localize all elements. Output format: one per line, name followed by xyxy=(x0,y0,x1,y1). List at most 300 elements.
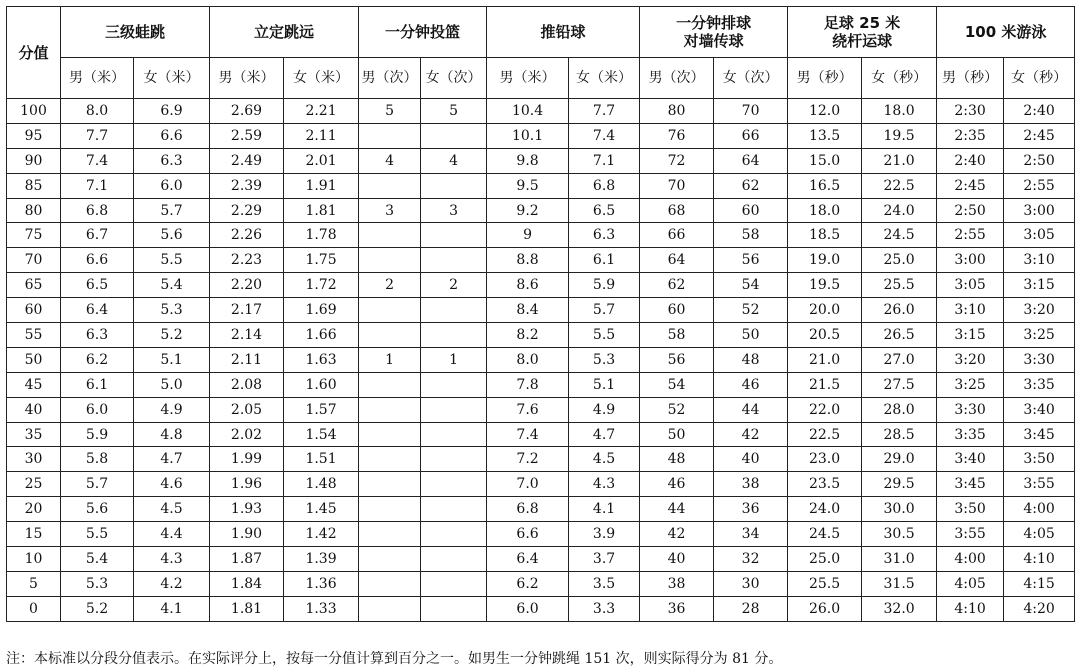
value-cell: 36 xyxy=(640,596,714,621)
event-header: 100 米游泳 xyxy=(937,7,1075,58)
value-cell: 30.5 xyxy=(862,522,937,547)
value-cell: 4.7 xyxy=(569,422,640,447)
value-cell: 6.7 xyxy=(61,223,134,248)
value-cell: 4 xyxy=(421,148,487,173)
value-cell: 2:50 xyxy=(1004,148,1075,173)
value-cell: 1.54 xyxy=(284,422,359,447)
value-cell xyxy=(359,372,421,397)
value-cell xyxy=(421,123,487,148)
value-cell: 6.6 xyxy=(61,248,134,273)
value-cell: 3:00 xyxy=(937,248,1004,273)
value-cell: 8.6 xyxy=(487,273,569,298)
value-cell: 28 xyxy=(714,596,788,621)
value-cell: 56 xyxy=(714,248,788,273)
value-cell: 4.3 xyxy=(569,472,640,497)
value-cell xyxy=(421,422,487,447)
value-cell: 36 xyxy=(714,497,788,522)
value-cell: 3:25 xyxy=(937,372,1004,397)
table-row xyxy=(7,497,1075,522)
score-cell: 0 xyxy=(7,596,61,621)
value-cell: 2.21 xyxy=(284,99,359,124)
value-cell: 54 xyxy=(640,372,714,397)
value-cell: 62 xyxy=(640,273,714,298)
value-cell: 72 xyxy=(640,148,714,173)
value-cell: 19.5 xyxy=(862,123,937,148)
value-cell: 30 xyxy=(714,571,788,596)
value-cell: 4.7 xyxy=(134,447,210,472)
value-cell: 3:25 xyxy=(1004,323,1075,348)
footnote: 注：本标准以分段分值表示。在实际评分上，按每一分值计算到百分之一。如男生一分钟跳绳 151 次，则实际得分为 81 分。 xyxy=(6,651,783,667)
value-cell xyxy=(359,223,421,248)
event-header: 推铅球 xyxy=(487,7,640,58)
value-cell: 19.5 xyxy=(788,273,862,298)
value-cell xyxy=(421,248,487,273)
value-cell: 5.9 xyxy=(569,273,640,298)
value-cell: 5.7 xyxy=(569,298,640,323)
value-cell: 19.0 xyxy=(788,248,862,273)
value-cell: 66 xyxy=(714,123,788,148)
value-cell: 76 xyxy=(640,123,714,148)
value-cell: 4:05 xyxy=(1004,522,1075,547)
value-cell xyxy=(359,522,421,547)
value-cell: 32 xyxy=(714,547,788,572)
value-cell: 6.0 xyxy=(61,397,134,422)
value-cell: 24.0 xyxy=(862,198,937,223)
value-cell: 22.0 xyxy=(788,397,862,422)
value-cell: 27.0 xyxy=(862,347,937,372)
score-cell: 20 xyxy=(7,497,61,522)
value-cell: 6.4 xyxy=(61,298,134,323)
value-cell: 4.6 xyxy=(134,472,210,497)
table-row xyxy=(7,347,1075,372)
value-cell: 8.4 xyxy=(487,298,569,323)
value-cell xyxy=(421,472,487,497)
score-cell: 60 xyxy=(7,298,61,323)
value-cell: 3:55 xyxy=(937,522,1004,547)
value-cell: 42 xyxy=(640,522,714,547)
value-cell: 6.3 xyxy=(61,323,134,348)
value-cell: 20.0 xyxy=(788,298,862,323)
table-row xyxy=(7,522,1075,547)
score-table xyxy=(6,6,1075,622)
table-row xyxy=(7,447,1075,472)
value-cell: 18.0 xyxy=(862,99,937,124)
value-cell: 3:35 xyxy=(1004,372,1075,397)
value-cell: 3 xyxy=(359,198,421,223)
value-cell: 3:20 xyxy=(1004,298,1075,323)
score-cell: 50 xyxy=(7,347,61,372)
value-cell: 6.8 xyxy=(61,198,134,223)
value-cell xyxy=(421,447,487,472)
value-cell: 1.57 xyxy=(284,397,359,422)
value-cell: 66 xyxy=(640,223,714,248)
value-cell: 3:45 xyxy=(937,472,1004,497)
table-row xyxy=(7,173,1075,198)
table-body xyxy=(7,99,1075,622)
value-cell xyxy=(421,497,487,522)
value-cell: 4:00 xyxy=(937,547,1004,572)
value-cell: 3:50 xyxy=(1004,447,1075,472)
value-cell: 5.3 xyxy=(61,571,134,596)
value-cell: 50 xyxy=(714,323,788,348)
value-cell: 6.6 xyxy=(134,123,210,148)
value-cell xyxy=(421,522,487,547)
value-cell: 6.8 xyxy=(487,497,569,522)
value-cell: 2.39 xyxy=(210,173,284,198)
table-row xyxy=(7,99,1075,124)
value-cell: 64 xyxy=(714,148,788,173)
header-row-genders xyxy=(7,58,1075,99)
value-cell: 3:50 xyxy=(937,497,1004,522)
value-cell: 3:00 xyxy=(1004,198,1075,223)
value-cell: 1.75 xyxy=(284,248,359,273)
value-cell: 7.1 xyxy=(61,173,134,198)
value-cell: 60 xyxy=(714,198,788,223)
value-cell: 6.2 xyxy=(61,347,134,372)
table-row xyxy=(7,148,1075,173)
table-row xyxy=(7,198,1075,223)
gender-unit-header: 男（秒） xyxy=(788,58,862,99)
value-cell: 6.0 xyxy=(487,596,569,621)
value-cell: 21.5 xyxy=(788,372,862,397)
value-cell: 13.5 xyxy=(788,123,862,148)
score-cell: 45 xyxy=(7,372,61,397)
value-cell xyxy=(359,323,421,348)
value-cell: 2:40 xyxy=(1004,99,1075,124)
value-cell: 7.1 xyxy=(569,148,640,173)
value-cell: 27.5 xyxy=(862,372,937,397)
table-row xyxy=(7,323,1075,348)
value-cell: 2.08 xyxy=(210,372,284,397)
value-cell: 2.29 xyxy=(210,198,284,223)
value-cell: 1.84 xyxy=(210,571,284,596)
value-cell: 4.2 xyxy=(134,571,210,596)
value-cell: 7.8 xyxy=(487,372,569,397)
table-row xyxy=(7,596,1075,621)
value-cell xyxy=(359,447,421,472)
value-cell: 60 xyxy=(640,298,714,323)
value-cell: 3 xyxy=(421,198,487,223)
value-cell: 6.3 xyxy=(569,223,640,248)
value-cell: 2.69 xyxy=(210,99,284,124)
value-cell: 4.1 xyxy=(134,596,210,621)
value-cell xyxy=(359,123,421,148)
value-cell: 4:05 xyxy=(937,571,1004,596)
value-cell: 2:35 xyxy=(937,123,1004,148)
value-cell: 58 xyxy=(640,323,714,348)
value-cell: 1.66 xyxy=(284,323,359,348)
gender-unit-header: 男（次） xyxy=(640,58,714,99)
value-cell: 48 xyxy=(714,347,788,372)
value-cell: 30.0 xyxy=(862,497,937,522)
value-cell: 5.7 xyxy=(134,198,210,223)
value-cell: 1.51 xyxy=(284,447,359,472)
value-cell: 22.5 xyxy=(862,173,937,198)
value-cell: 6.0 xyxy=(134,173,210,198)
value-cell: 6.3 xyxy=(134,148,210,173)
value-cell: 1.72 xyxy=(284,273,359,298)
value-cell: 1.63 xyxy=(284,347,359,372)
value-cell xyxy=(421,173,487,198)
header-row-events xyxy=(7,7,1075,58)
value-cell: 6.1 xyxy=(569,248,640,273)
value-cell: 1 xyxy=(359,347,421,372)
value-cell: 2.59 xyxy=(210,123,284,148)
value-cell: 52 xyxy=(714,298,788,323)
table-row xyxy=(7,571,1075,596)
value-cell: 3:55 xyxy=(1004,472,1075,497)
value-cell: 6.6 xyxy=(487,522,569,547)
value-cell: 2:55 xyxy=(1004,173,1075,198)
value-cell: 2.26 xyxy=(210,223,284,248)
value-cell xyxy=(421,323,487,348)
value-cell: 7.4 xyxy=(61,148,134,173)
value-cell: 2.17 xyxy=(210,298,284,323)
value-cell: 8.8 xyxy=(487,248,569,273)
value-cell: 64 xyxy=(640,248,714,273)
table-row xyxy=(7,547,1075,572)
value-cell: 1.91 xyxy=(284,173,359,198)
score-header: 分值 xyxy=(7,7,61,99)
value-cell: 1.93 xyxy=(210,497,284,522)
value-cell: 70 xyxy=(640,173,714,198)
table-row xyxy=(7,422,1075,447)
value-cell: 4 xyxy=(359,148,421,173)
value-cell: 5.5 xyxy=(134,248,210,273)
value-cell xyxy=(421,397,487,422)
gender-unit-header: 男（米） xyxy=(210,58,284,99)
value-cell: 3:05 xyxy=(1004,223,1075,248)
score-cell: 75 xyxy=(7,223,61,248)
value-cell: 1.33 xyxy=(284,596,359,621)
score-cell: 30 xyxy=(7,447,61,472)
value-cell: 4:10 xyxy=(937,596,1004,621)
value-cell: 3:05 xyxy=(937,273,1004,298)
value-cell: 9.8 xyxy=(487,148,569,173)
value-cell: 3:20 xyxy=(937,347,1004,372)
table-row xyxy=(7,273,1075,298)
value-cell: 31.5 xyxy=(862,571,937,596)
gender-unit-header: 男（次） xyxy=(359,58,421,99)
value-cell: 42 xyxy=(714,422,788,447)
value-cell: 62 xyxy=(714,173,788,198)
value-cell: 28.5 xyxy=(862,422,937,447)
value-cell: 5.1 xyxy=(134,347,210,372)
score-cell: 65 xyxy=(7,273,61,298)
table-header xyxy=(7,7,1075,99)
value-cell: 46 xyxy=(640,472,714,497)
event-header: 足球 25 米 绕杆运球 xyxy=(788,7,937,58)
value-cell: 1.81 xyxy=(210,596,284,621)
value-cell: 44 xyxy=(640,497,714,522)
value-cell: 10.4 xyxy=(487,99,569,124)
value-cell: 5.8 xyxy=(61,447,134,472)
value-cell: 5.6 xyxy=(134,223,210,248)
value-cell: 7.7 xyxy=(61,123,134,148)
event-header: 一分钟排球 对墙传球 xyxy=(640,7,788,58)
value-cell: 21.0 xyxy=(788,347,862,372)
value-cell: 56 xyxy=(640,347,714,372)
value-cell: 4.9 xyxy=(134,397,210,422)
score-cell: 40 xyxy=(7,397,61,422)
value-cell: 2.05 xyxy=(210,397,284,422)
value-cell: 2.01 xyxy=(284,148,359,173)
gender-unit-header: 女（米） xyxy=(569,58,640,99)
value-cell: 5.7 xyxy=(61,472,134,497)
value-cell: 2:40 xyxy=(937,148,1004,173)
value-cell: 4.1 xyxy=(569,497,640,522)
value-cell: 4:00 xyxy=(1004,497,1075,522)
value-cell: 48 xyxy=(640,447,714,472)
value-cell xyxy=(421,372,487,397)
value-cell: 4.5 xyxy=(569,447,640,472)
value-cell: 3.5 xyxy=(569,571,640,596)
value-cell: 7.0 xyxy=(487,472,569,497)
table-row xyxy=(7,123,1075,148)
gender-unit-header: 男（米） xyxy=(487,58,569,99)
score-cell: 70 xyxy=(7,248,61,273)
score-cell: 95 xyxy=(7,123,61,148)
value-cell: 40 xyxy=(640,547,714,572)
value-cell: 25.5 xyxy=(862,273,937,298)
score-cell: 10 xyxy=(7,547,61,572)
value-cell: 1.42 xyxy=(284,522,359,547)
score-cell: 15 xyxy=(7,522,61,547)
gender-unit-header: 女（米） xyxy=(284,58,359,99)
table-row xyxy=(7,248,1075,273)
value-cell: 25.0 xyxy=(788,547,862,572)
value-cell: 68 xyxy=(640,198,714,223)
value-cell: 26.5 xyxy=(862,323,937,348)
value-cell: 5.2 xyxy=(61,596,134,621)
value-cell: 6.8 xyxy=(569,173,640,198)
value-cell: 3.3 xyxy=(569,596,640,621)
table-row xyxy=(7,372,1075,397)
gender-unit-header: 男（米） xyxy=(61,58,134,99)
value-cell: 3:45 xyxy=(1004,422,1075,447)
value-cell: 38 xyxy=(714,472,788,497)
value-cell: 28.0 xyxy=(862,397,937,422)
gender-unit-header: 女（米） xyxy=(134,58,210,99)
value-cell: 3:15 xyxy=(1004,273,1075,298)
value-cell xyxy=(359,472,421,497)
value-cell: 2.11 xyxy=(210,347,284,372)
value-cell xyxy=(359,596,421,621)
value-cell: 32.0 xyxy=(862,596,937,621)
value-cell xyxy=(359,497,421,522)
gender-unit-header: 男（秒） xyxy=(937,58,1004,99)
value-cell: 2 xyxy=(359,273,421,298)
value-cell: 9 xyxy=(487,223,569,248)
value-cell: 1.99 xyxy=(210,447,284,472)
value-cell: 2.11 xyxy=(284,123,359,148)
gender-unit-header: 女（秒） xyxy=(862,58,937,99)
value-cell: 3.7 xyxy=(569,547,640,572)
value-cell: 5 xyxy=(359,99,421,124)
value-cell: 1.45 xyxy=(284,497,359,522)
value-cell: 7.6 xyxy=(487,397,569,422)
score-cell: 100 xyxy=(7,99,61,124)
value-cell: 4:15 xyxy=(1004,571,1075,596)
value-cell: 8.2 xyxy=(487,323,569,348)
value-cell: 25.0 xyxy=(862,248,937,273)
value-cell: 6.5 xyxy=(61,273,134,298)
value-cell: 15.0 xyxy=(788,148,862,173)
value-cell: 2:45 xyxy=(1004,123,1075,148)
value-cell xyxy=(359,173,421,198)
value-cell: 7.2 xyxy=(487,447,569,472)
score-cell: 85 xyxy=(7,173,61,198)
value-cell: 5.5 xyxy=(61,522,134,547)
value-cell: 5.2 xyxy=(134,323,210,348)
value-cell: 7.7 xyxy=(569,99,640,124)
value-cell: 46 xyxy=(714,372,788,397)
value-cell: 4.5 xyxy=(134,497,210,522)
score-cell: 80 xyxy=(7,198,61,223)
value-cell: 6.5 xyxy=(569,198,640,223)
value-cell: 5 xyxy=(421,99,487,124)
value-cell: 22.5 xyxy=(788,422,862,447)
gender-unit-header: 女（次） xyxy=(714,58,788,99)
value-cell: 7.4 xyxy=(569,123,640,148)
value-cell xyxy=(359,248,421,273)
value-cell xyxy=(421,223,487,248)
score-cell: 55 xyxy=(7,323,61,348)
value-cell: 4:20 xyxy=(1004,596,1075,621)
value-cell: 5.3 xyxy=(134,298,210,323)
value-cell xyxy=(359,547,421,572)
value-cell: 4.3 xyxy=(134,547,210,572)
value-cell: 2:55 xyxy=(937,223,1004,248)
value-cell xyxy=(359,571,421,596)
value-cell: 5.4 xyxy=(61,547,134,572)
value-cell: 29.0 xyxy=(862,447,937,472)
value-cell: 24.5 xyxy=(862,223,937,248)
value-cell: 54 xyxy=(714,273,788,298)
value-cell: 40 xyxy=(714,447,788,472)
value-cell: 2.02 xyxy=(210,422,284,447)
value-cell: 10.1 xyxy=(487,123,569,148)
value-cell: 38 xyxy=(640,571,714,596)
value-cell: 3:30 xyxy=(937,397,1004,422)
value-cell: 5.4 xyxy=(134,273,210,298)
value-cell: 8.0 xyxy=(487,347,569,372)
value-cell: 24.0 xyxy=(788,497,862,522)
value-cell: 4.8 xyxy=(134,422,210,447)
value-cell xyxy=(359,397,421,422)
value-cell: 4:10 xyxy=(1004,547,1075,572)
gender-unit-header: 女（秒） xyxy=(1004,58,1075,99)
value-cell: 7.4 xyxy=(487,422,569,447)
value-cell: 5.5 xyxy=(569,323,640,348)
event-header: 一分钟投篮 xyxy=(359,7,487,58)
value-cell: 6.1 xyxy=(61,372,134,397)
value-cell: 1.90 xyxy=(210,522,284,547)
value-cell: 3:10 xyxy=(1004,248,1075,273)
value-cell: 2.20 xyxy=(210,273,284,298)
value-cell: 1.36 xyxy=(284,571,359,596)
value-cell: 3:40 xyxy=(937,447,1004,472)
value-cell: 34 xyxy=(714,522,788,547)
value-cell: 2:30 xyxy=(937,99,1004,124)
value-cell: 1.96 xyxy=(210,472,284,497)
value-cell: 16.5 xyxy=(788,173,862,198)
value-cell: 2:45 xyxy=(937,173,1004,198)
value-cell: 1.81 xyxy=(284,198,359,223)
value-cell: 9.2 xyxy=(487,198,569,223)
value-cell: 80 xyxy=(640,99,714,124)
value-cell: 1.48 xyxy=(284,472,359,497)
